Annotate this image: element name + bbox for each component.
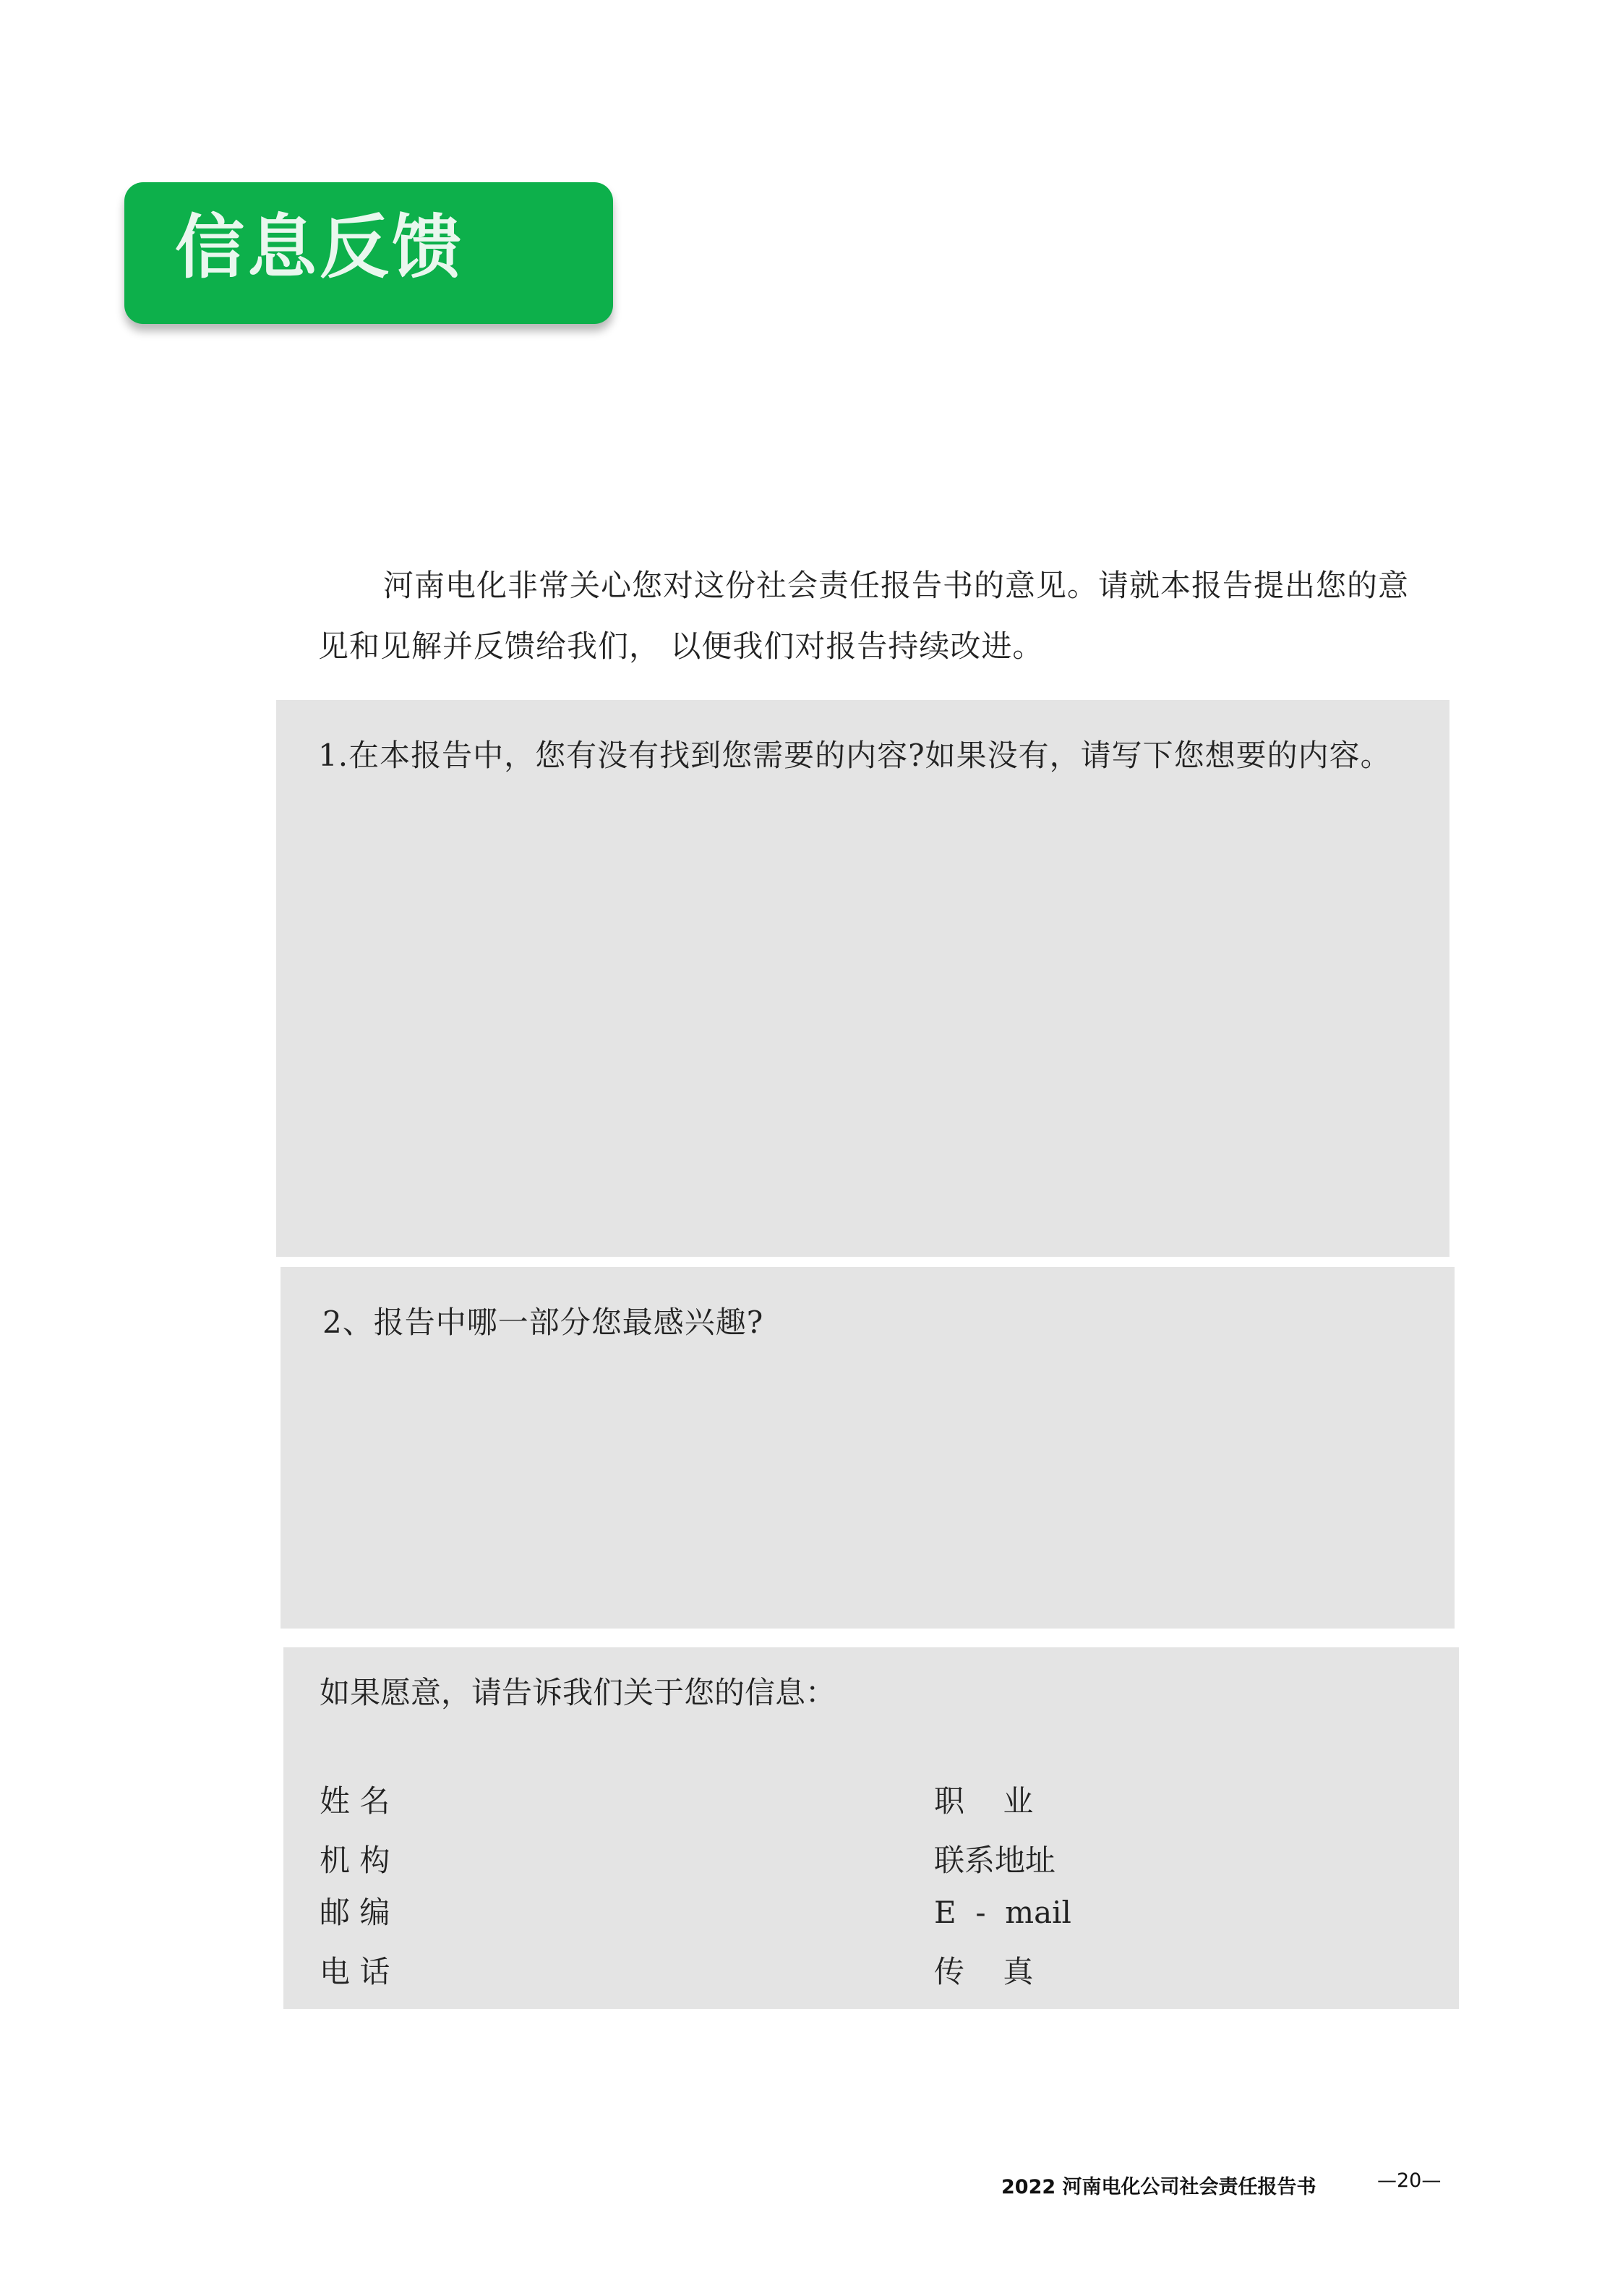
page-number: —20— [1377, 2169, 1442, 2192]
contact-prompt: 如果愿意，请告诉我们关于您的信息： [320, 1675, 836, 1710]
phone-field-label[interactable]: 电 话 [320, 1954, 390, 1989]
address-field-label[interactable]: 联系地址 [934, 1843, 1056, 1878]
question-1-panel[interactable] [276, 700, 1449, 1257]
intro-paragraph: 河南电化非常关心您对这份社会责任报告书的意见。请就本报告提出您的意见和见解并反馈给我们， 以便我们对报告持续改进。 [318, 568, 1410, 664]
name-field-label[interactable]: 姓 名 [320, 1783, 390, 1819]
organization-field-label[interactable]: 机 构 [320, 1843, 390, 1878]
question-2-panel[interactable] [281, 1267, 1455, 1629]
question-1-text: 1.在本报告中，您有没有找到您需要的内容?如果没有，请写下您想要的内容。 [318, 738, 1392, 773]
question-2-text: 2、报告中哪一部分您最感兴趣? [322, 1305, 764, 1340]
occupation-field-label[interactable]: 职 业 [934, 1783, 1034, 1819]
email-field-label[interactable]: E - mail [934, 1895, 1071, 1930]
section-title-badge [124, 182, 613, 324]
contact-info-panel [283, 1647, 1459, 2009]
section-title: 信息反馈 [175, 207, 464, 288]
postcode-field-label[interactable]: 邮 编 [320, 1895, 390, 1930]
footer-report-title: 2022 河南电化公司社会责任报告书 [1001, 2176, 1316, 2198]
fax-field-label[interactable]: 传 真 [934, 1954, 1034, 1989]
